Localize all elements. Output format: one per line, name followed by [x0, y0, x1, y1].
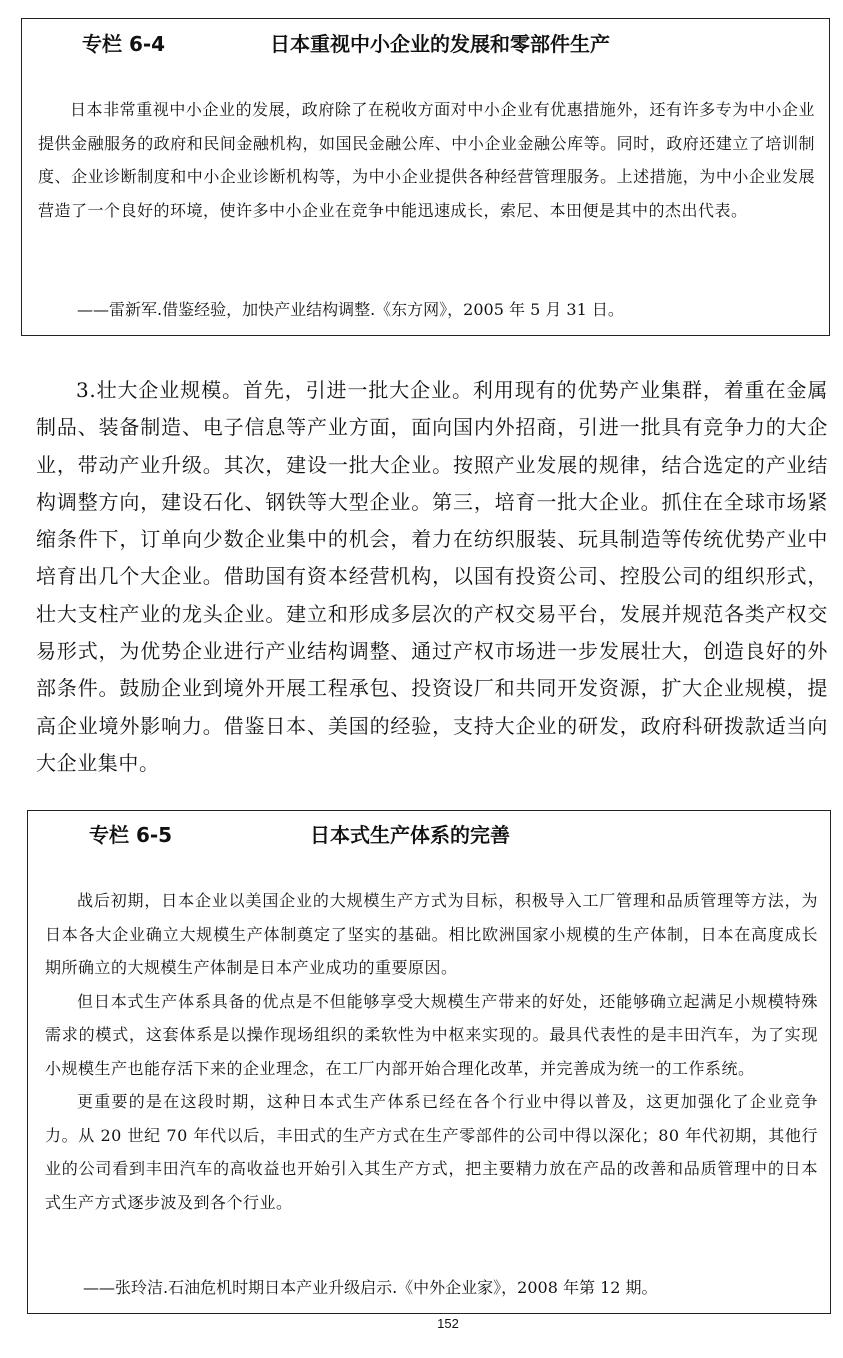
page-number: 152 [437, 1316, 459, 1331]
column-source: ——张玲洁.石油危机时期日本产业升级启示.《中外企业家》，2008 年第 12 期。 [83, 1278, 658, 1297]
column-label: 专栏 6-5 [89, 823, 173, 847]
column-paragraph: 战后初期，日本企业以美国企业的大规模生产方式为目标，积极导入工厂管理和品质管理等方法，为日本各大企业确立大规模生产体制奠定了坚实的基础。相比欧洲国家小规模的生产体制，日本在高度成长期所确立的大规模生产体制是日本产业成功的重要原因。 [45, 891, 818, 977]
column-paragraph: 更重要的是在这段时期，这种日本式生产体系已经在各个行业中得以普及，这更加强化了企业竞争力。从 20 世纪 70 年代以后，丰田式的生产方式在生产零部件的公司中得以深化；80 年代初期，其他行业的公司看到丰田汽车的高收益也开始引入其生产方式，把主要精力放在产品的改善和品质管理中的日本式生产方式逐步波及到各个行业。 [45, 1092, 818, 1212]
column-box-6-4 [21, 18, 830, 336]
column-title: 日本重视中小企业的发展和零部件生产 [270, 32, 610, 56]
column-paragraph: 日本非常重视中小企业的发展，政府除了在税收方面对中小企业有优惠措施外，还有许多专为中小企业提供金融服务的政府和民间金融机构，如国民金融公库、中小企业金融公库等。同时，政府还建立了培训制度、企业诊断制度和中小企业诊断机构等，为中小企业提供各种经营管理服务。上述措施，为中小企业发展营造了一个良好的环境，使许多中小企业在竞争中能迅速成长，索尼、本田便是其中的杰出代表。 [38, 100, 815, 220]
main-text [36, 372, 828, 782]
main-paragraph: 3.壮大企业规模。首先，引进一批大企业。利用现有的优势产业集群，着重在金属制品、装备制造、电子信息等产业方面，面向国内外招商，引进一批具有竞争力的大企业，带动产业升级。其次，建设一批大企业。按照产业发展的规律，结合选定的产业结构调整方向，建设石化、钢铁等大型企业。第三，培育一批大企业。抓住在全球市场紧缩条件下，订单向少数企业集中的机会，着力在纺织服装、玩具制造等传统优势产业中培育出几个大企业。借助国有资本经营机构，以国有投资公司、控股公司的组织形式，壮大支柱产业的龙头企业。建立和形成多层次的产权交易平台，发展并规范各类产权交易形式，为优势企业进行产业结构调整、通过产权市场进一步发展壮大，创造良好的外部条件。鼓励企业到境外开展工程承包、投资设厂和共同开发资源，扩大企业规模，提高企业境外影响力。借鉴日本、美国的经验，支持大企业的研发，政府科研拨款适当向大企业集中。 [36, 378, 828, 775]
column-source: ——雷新军.借鉴经验，加快产业结构调整.《东方网》，2005 年 5 月 31 日。 [77, 300, 624, 319]
column-title: 日本式生产体系的完善 [310, 823, 510, 847]
column-label: 专栏 6-4 [82, 32, 166, 56]
column-body [45, 884, 818, 1219]
column-body [38, 93, 815, 227]
column-box-6-5 [27, 810, 831, 1314]
column-paragraph: 但日本式生产体系具备的优点是不但能够享受大规模生产带来的好处，还能够确立起满足小规模特殊需求的模式，这套体系是以操作现场组织的柔软性为中枢来实现的。最具代表性的是丰田汽车，为了实现小规模生产也能存活下来的企业理念，在工厂内部开始合理化改革，并完善成为统一的工作系统。 [45, 991, 818, 1078]
